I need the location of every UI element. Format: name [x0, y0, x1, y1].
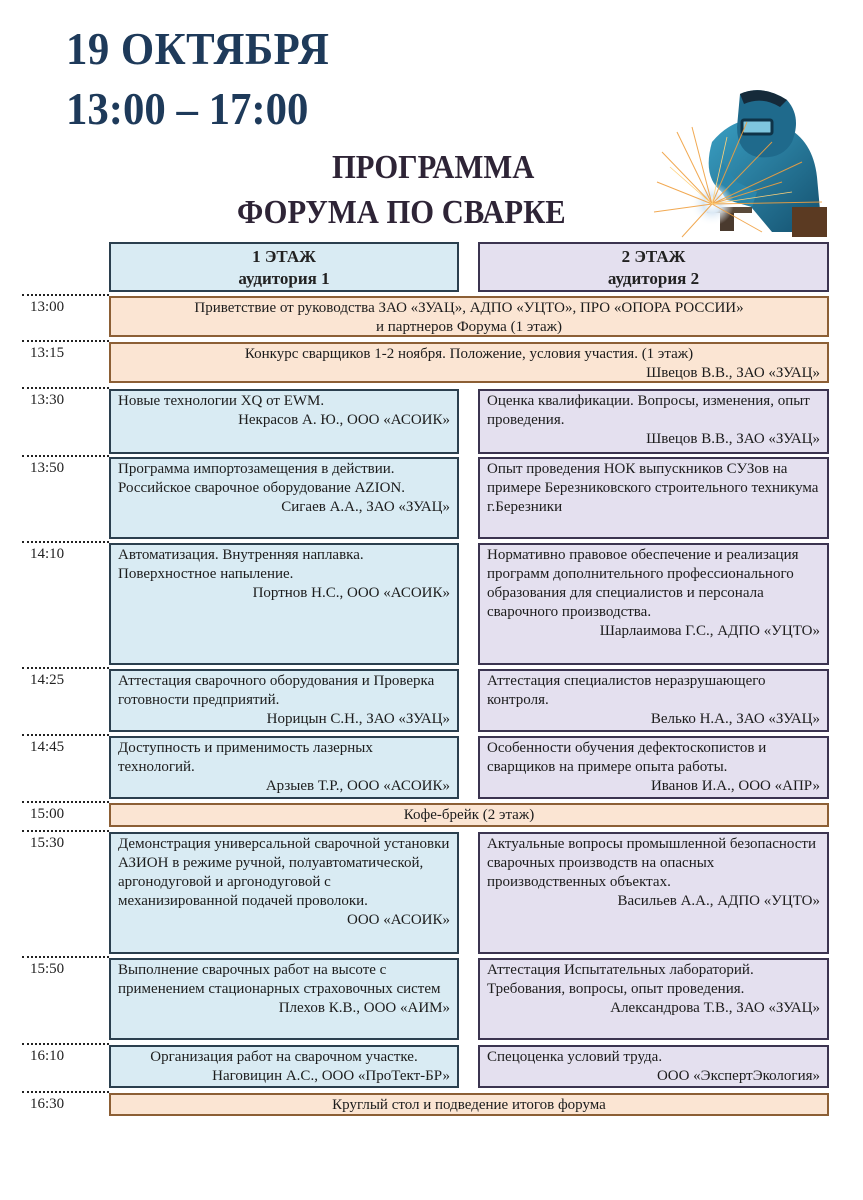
session-title: Программа импортозамещения в действии. Российское сварочное оборудование AZION. [118, 461, 405, 496]
session-speaker: Александрова Т.В., ЗАО «ЗУАЦ» [610, 1000, 820, 1016]
session-title: Круглый стол и подведение итогов форума [332, 1097, 606, 1113]
time-divider [22, 340, 109, 342]
time-label: 15:00 [30, 806, 65, 822]
session-speaker: ООО «ЭкспертЭкология» [656, 1068, 820, 1084]
time-label: 14:45 [30, 739, 65, 755]
session-title-cont: и партнеров Форума (1 этаж) [375, 319, 563, 335]
session-title: Демонстрация универсальной сварочной установки АЗИОН в режиме ручной, полуавтоматической, аргонодуговой и аргонодуговой с механизированной подачей проволоки. [118, 836, 450, 909]
session-title: Кофе-брейк (2 этаж) [403, 807, 535, 823]
session-room-2 [478, 958, 829, 1040]
time-divider [22, 734, 109, 736]
session-speaker: Портнов Н.С., ООО «АСОИК» [252, 585, 450, 601]
session-title: Приветствие от руководства ЗАО «ЗУАЦ», АДПО «УЦТО», ПРО «ОПОРА РОССИИ» [194, 300, 744, 316]
session-room-1 [109, 958, 459, 1040]
session-title: Организация работ на сварочном участке. [150, 1049, 418, 1065]
session-speaker: Некрасов А. Ю., ООО «АСОИК» [238, 412, 450, 428]
session-title: Нормативно правовое обеспечение и реализация программ дополнительного профессионального образования для специалистов и персонала сварочного производства. [487, 547, 799, 620]
time-divider [22, 667, 109, 669]
session-room-2 [478, 736, 829, 799]
floor-label: 1 ЭТАЖ [252, 247, 316, 266]
session-room-1 [109, 543, 459, 665]
session-room-1 [109, 736, 459, 799]
time-label: 14:10 [30, 546, 65, 562]
session-title: Аттестация специалистов неразрушающего контроля. [487, 673, 766, 708]
session-speaker: Велько Н.А., ЗАО «ЗУАЦ» [650, 711, 820, 727]
time-label: 14:25 [30, 672, 65, 688]
session-coffee-break [109, 803, 829, 827]
column-header-floor-1 [109, 242, 459, 292]
session-room-2 [478, 457, 829, 539]
session-title: Аттестация Испытательных лабораторий. Требования, вопросы, опыт проведения. [487, 962, 754, 997]
time-divider [22, 830, 109, 832]
event-time-range: 13:00 – 17:00 [66, 83, 309, 134]
time-divider [22, 387, 109, 389]
session-title: Особенности обучения дефектоскопистов и сварщиков на примере опыта работы. [487, 740, 767, 775]
session-title: Опыт проведения НОК выпускников СУЗов на примере Березниковского строительного техникума г.Березники [487, 461, 819, 515]
session-room-1 [109, 389, 459, 454]
session-title: Спецоценка условий труда. [487, 1049, 663, 1065]
session-room-1 [109, 457, 459, 539]
session-title: Оценка квалификации. Вопросы, изменения, опыт проведения. [487, 393, 810, 428]
room-label: аудитория 1 [238, 269, 330, 288]
time-label: 15:30 [30, 835, 65, 851]
session-title: Выполнение сварочных работ на высоте с применением стационарных страховочных систем [118, 962, 441, 997]
session-title: Аттестация сварочного оборудования и Проверка готовности предприятий. [118, 673, 435, 708]
session-speaker: Сигаев А.А., ЗАО «ЗУАЦ» [281, 499, 450, 515]
page-title-line2: ФОРУМА ПО СВАРКЕ [237, 194, 566, 231]
time-label: 13:15 [30, 345, 65, 361]
session-plenary [109, 342, 829, 383]
time-divider [22, 541, 109, 543]
time-divider [22, 1043, 109, 1045]
welder-image [652, 82, 832, 244]
time-label: 13:00 [30, 299, 65, 315]
floor-label: 2 ЭТАЖ [621, 247, 686, 266]
session-round-table [109, 1093, 829, 1116]
session-room-1 [109, 669, 459, 732]
session-title: Доступность и применимость лазерных технологий. [118, 740, 373, 775]
session-room-2 [478, 669, 829, 732]
session-room-2 [478, 832, 829, 954]
session-speaker: Иванов И.А., ООО «АПР» [650, 778, 820, 794]
time-label: 15:50 [30, 961, 65, 977]
time-divider [22, 956, 109, 958]
session-title: Новые технологии XQ от EWM. [118, 393, 325, 409]
session-speaker: Арзыев Т.Р., ООО «АСОИК» [265, 778, 450, 794]
session-room-2 [478, 543, 829, 665]
room-label: аудитория 2 [607, 269, 700, 288]
time-divider [22, 294, 109, 296]
session-speaker: Наговицин А.С., ООО «ПроТект-БР» [212, 1068, 450, 1084]
time-label: 13:30 [30, 392, 65, 408]
time-divider [22, 455, 109, 457]
session-title: Конкурс сварщиков 1-2 ноября. Положение, условия участия. (1 этаж) [244, 346, 694, 362]
time-label: 13:50 [30, 460, 65, 476]
session-title: Актуальные вопросы промышленной безопасности сварочных производств на опасных производственных объектах. [487, 836, 817, 890]
session-speaker: Норицын С.Н., ЗАО «ЗУАЦ» [266, 711, 450, 727]
column-header-floor-2 [478, 242, 829, 292]
event-date: 19 ОКТЯБРЯ [66, 23, 330, 74]
time-divider [22, 1091, 109, 1093]
session-speaker: ООО «АСОИК» [346, 912, 450, 928]
session-room-2 [478, 1045, 829, 1088]
session-speaker: Плехов К.В., ООО «АИМ» [278, 1000, 450, 1016]
session-room-2 [478, 389, 829, 454]
session-plenary [109, 296, 829, 337]
session-speaker: Шарлаимова Г.С., АДПО «УЦТО» [599, 623, 820, 639]
session-speaker: Швецов В.В., ЗАО «ЗУАЦ» [646, 431, 820, 447]
session-title: Автоматизация. Внутренняя наплавка. Поверхностное напыление. [118, 547, 364, 582]
time-divider [22, 801, 109, 803]
session-speaker: Васильев А.А., АДПО «УЦТО» [617, 893, 820, 909]
session-room-1 [109, 1045, 459, 1088]
time-label: 16:10 [30, 1048, 65, 1064]
session-room-1 [109, 832, 459, 954]
session-speaker: Швецов В.В., ЗАО «ЗУАЦ» [646, 365, 820, 381]
page-title-line1: ПРОГРАММА [332, 149, 535, 186]
time-label: 16:30 [30, 1096, 65, 1112]
